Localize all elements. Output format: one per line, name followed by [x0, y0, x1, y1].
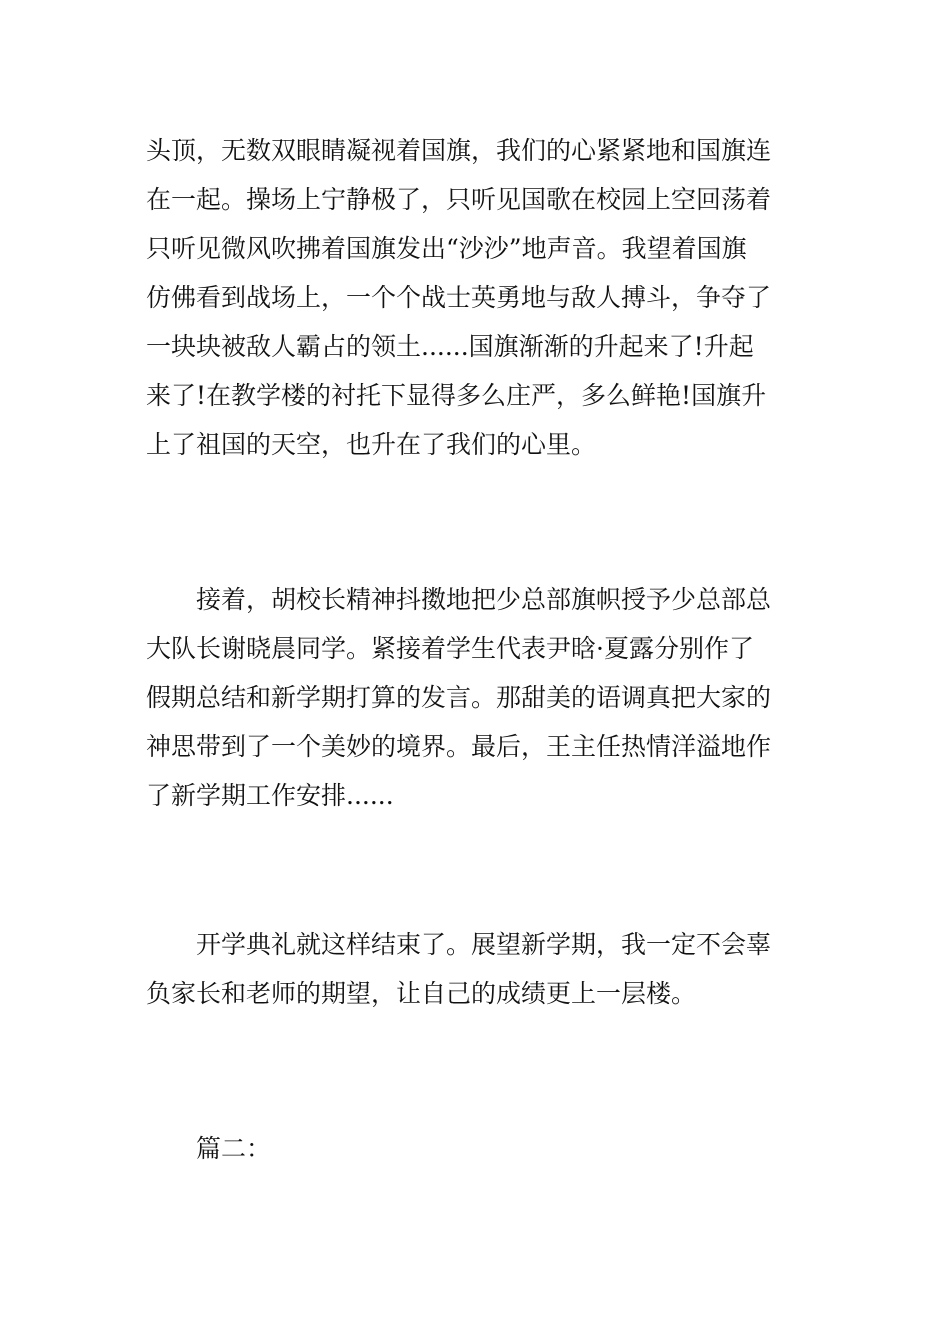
text-line: 上了祖国的天空，也升在了我们的心里。: [146, 430, 597, 459]
paragraph-flag-raising: [146, 126, 816, 469]
text-line: 仿佛看到战场上，一个个战士英勇地与敌人搏斗，争夺了: [146, 283, 772, 312]
text-line: 负家长和老师的期望，让自己的成绩更上一层楼。: [146, 979, 697, 1008]
text-line: 只听见微风吹拂着国旗发出“沙沙”地声音。我望着国旗: [146, 234, 747, 263]
text-line: 一块块被敌人霸占的领土......国旗渐渐的升起来了!升起: [146, 332, 754, 361]
paragraph-speeches: [146, 575, 816, 820]
section-heading: 篇二：: [196, 1134, 272, 1163]
text-line: 来了!在教学楼的衬托下显得多么庄严，多么鲜艳!国旗升: [146, 381, 767, 410]
text-line: 在一起。操场上宁静极了，只听见国歌在校园上空回荡着: [146, 185, 772, 214]
text-line: 大队长谢晓晨同学。紧接着学生代表尹晗·夏露分别作了: [146, 634, 754, 663]
text-line: 了新学期工作安排......: [146, 781, 394, 810]
text-line: 接着，胡校长精神抖擞地把少总部旗帜授予少总部总: [146, 585, 772, 614]
text-line: 头顶，无数双眼睛凝视着国旗，我们的心紧紧地和国旗连: [146, 136, 772, 165]
text-line: 神思带到了一个美妙的境界。最后，王主任热情洋溢地作: [146, 732, 772, 761]
text-line: 开学典礼就这样结束了。展望新学期，我一定不会辜: [146, 930, 772, 959]
paragraph-conclusion: [146, 920, 816, 1018]
text-line: 假期总结和新学期打算的发言。那甜美的语调真把大家的: [146, 683, 772, 712]
